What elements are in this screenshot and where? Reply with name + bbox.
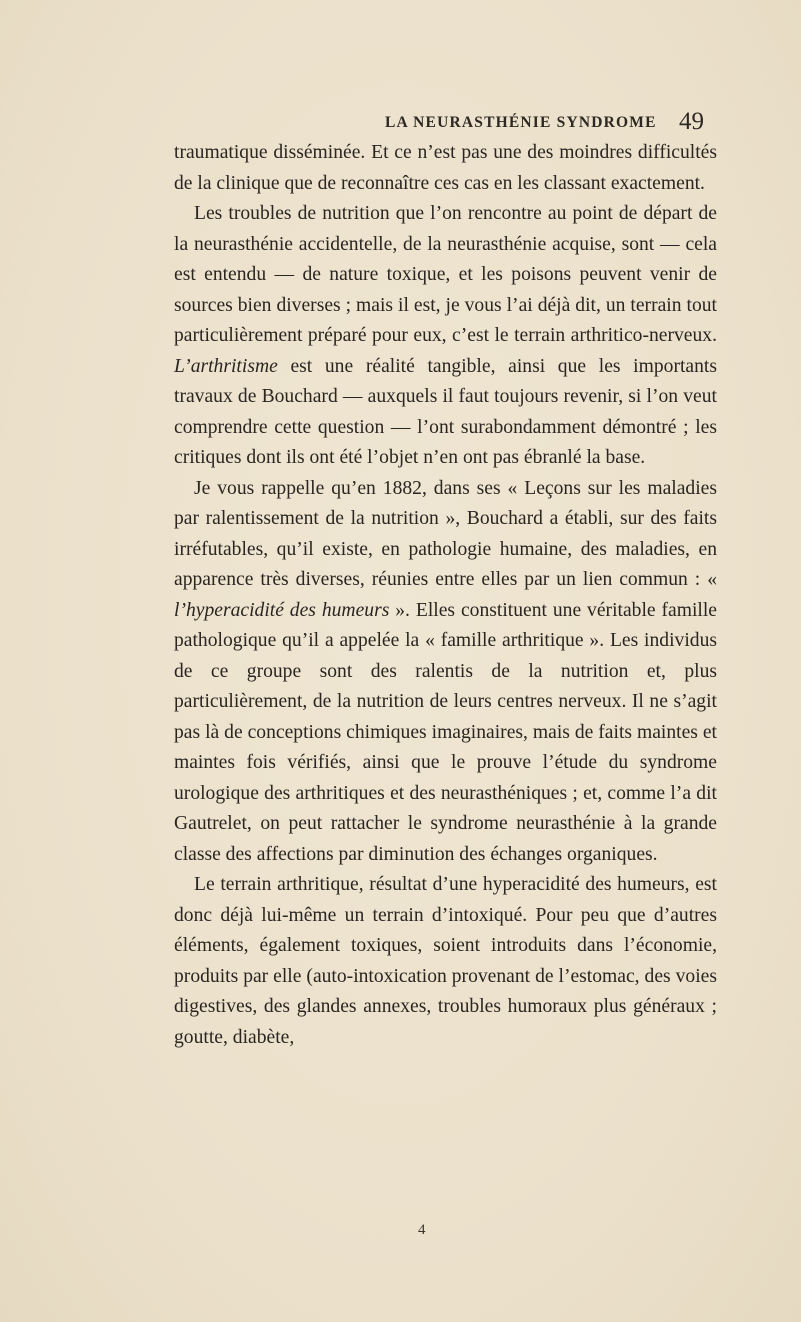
paragraph	[174, 138, 717, 199]
running-title: LA NEURASTHÉNIE SYNDROME	[385, 114, 657, 131]
signature-mark: 4	[418, 1222, 426, 1238]
text-run: ». Elles constituent une véritable famille pathologique qu’il a appelée la « famille arthritique ». Les individus de ce groupe sont des ralentis de la nutrition et, plus particulièrement, de la nutrition de leurs centres nerveux. Il ne s’agit pas là de conceptions chimiques imaginaires, mais de faits maintes et maintes fois vérifiés, ainsi que le prouve l’étude du syndrome urologique des arthritiques et des neurasthéniques ; et, comme l’a dit Gautrelet, on peut rattacher le syndrome neurasthénie à la grande classe des affections par diminution des échanges organiques.	[174, 599, 717, 865]
text-run: Je vous rappelle qu’en 1882, dans ses « Leçons sur les maladies par ralentissement de la nutrition », Bouchard a établi, sur des faits irréfutables, qu’il existe, en pathologie humaine, des maladies, en apparence très diverses, réunies entre elles par un lien commun : «	[174, 477, 717, 590]
text-run: traumatique disséminée. Et ce n’est pas une des moindres difficultés de la clinique que de reconnaître ces cas en les classant exactement.	[174, 142, 717, 194]
paragraph	[174, 199, 717, 474]
text-run: Les troubles de nutrition que l’on rencontre au point de départ de la neurasthénie accidentelle, de la neurasthénie acquise, sont — cela est entendu — de nature toxique, et les poisons peuvent venir de sources bien diverses ; mais il est, je vous l’ai déjà dit, un terrain tout particulièrement préparé pour eux, c’est le terrain arthritico-nerveux.	[174, 203, 717, 346]
text-run: Le terrain arthritique, résultat d’une hyperacidité des humeurs, est donc déjà lui-même un terrain d’intoxiqué. Pour peu que d’autres éléments, également toxiques, soient introduits dans l’économie, produits par elle (auto-intoxication provenant de l’estomac, des voies digestives, des glandes annexes, troubles humoraux plus généraux ; goutte, diabète,	[174, 874, 717, 1048]
paragraph	[174, 870, 717, 1053]
italic-term: l’hyperacidité des humeurs	[174, 599, 390, 621]
italic-term: L’arthritisme	[174, 355, 278, 377]
text-run: est une réalité tangible, ainsi que les importants travaux de Bouchard — auxquels il faut toujours revenir, si l’on veut comprendre cette question — l’ont surabondamment démontré ; les critiques dont ils ont été l’objet n’en ont pas ébranlé la base.	[174, 355, 717, 468]
page-header	[0, 110, 801, 140]
body-text	[174, 138, 717, 1053]
page-number: 49	[679, 108, 704, 135]
paragraph	[174, 474, 717, 871]
